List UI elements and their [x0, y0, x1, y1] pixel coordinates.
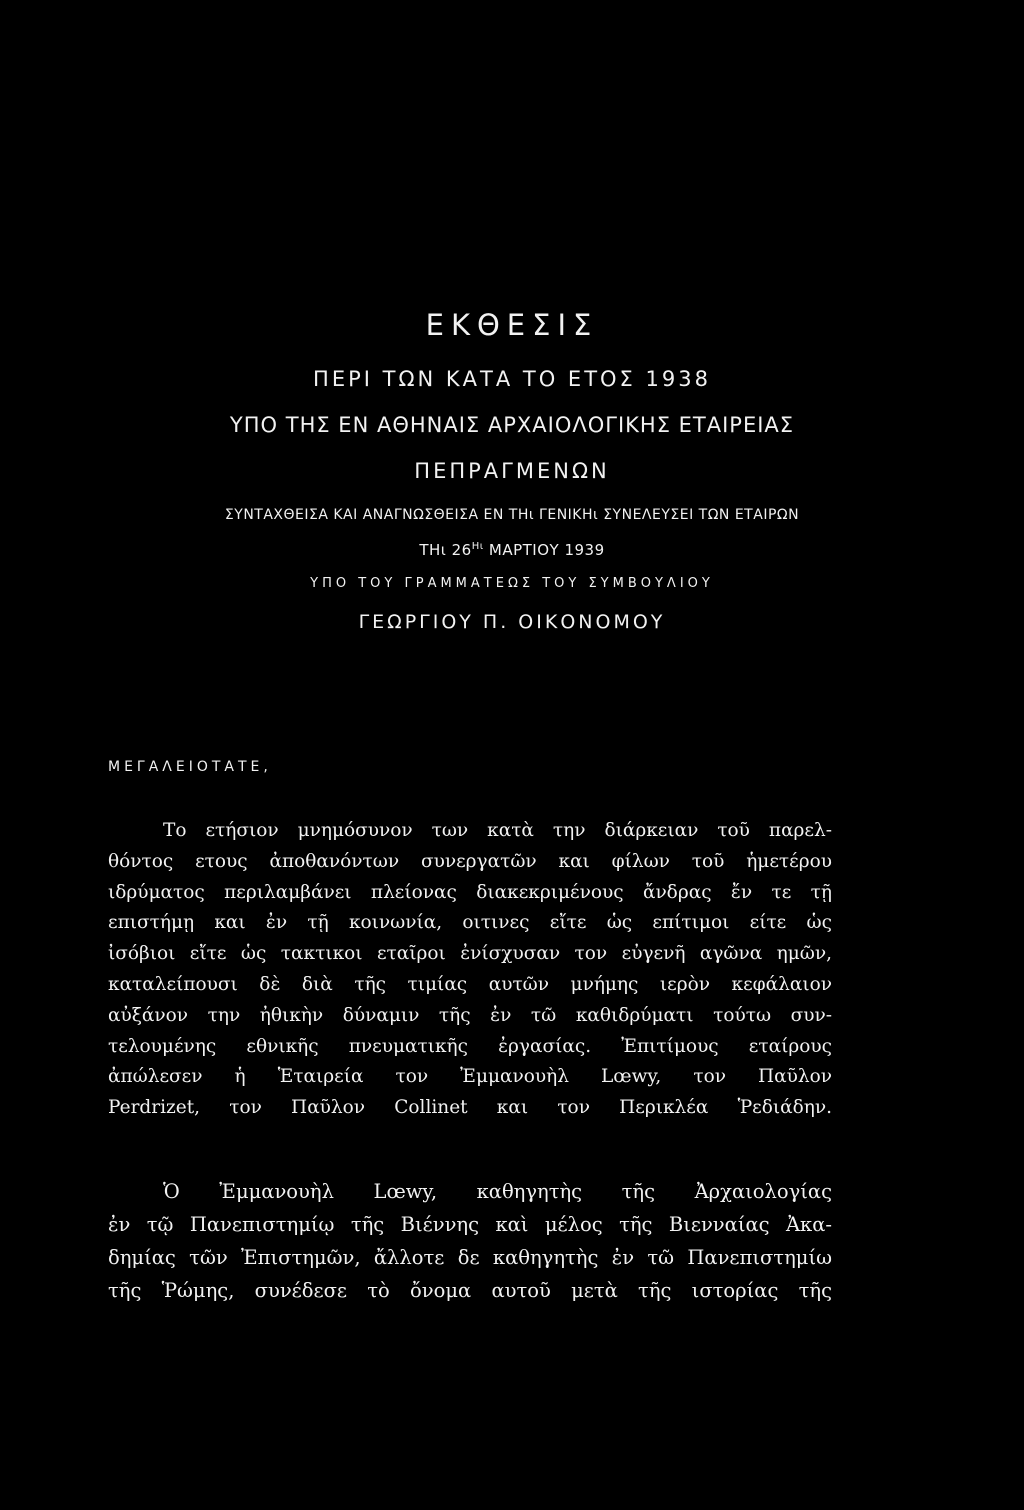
paragraph-line: καταλείπουσι δὲ διὰ τῆς τιμίας αυτῶν μνήμης ιερὸν κεφάλαιον — [108, 973, 832, 995]
subtitle-assembly: ΣΥΝΤΑΧΘΕΙΣΑ ΚΑΙ ΑΝΑΓΝΩΣΘΕΙΣΑ ΕΝ ΤΗι ΓΕΝΙΚΗι ΣΥΝΕΛΕΥΣΕΙ ΤΩΝ ΕΤΑΙΡΩΝ — [224, 507, 800, 523]
paragraph-line: δημίας τῶν Ἐπιστημῶν, ἄλλοτε δε καθηγητὴς ἐν τῶ Πανεπιστημίω — [108, 1246, 832, 1269]
paragraph-2 — [108, 1175, 832, 1307]
subtitle-date — [0, 541, 1024, 559]
report-title: ΕΚΘΕΣΙΣ — [425, 308, 599, 342]
date-suffix: ΜΑΡΤΙΟΥ 1939 — [483, 541, 605, 559]
paragraph-line: Το ετήσιον μνημόσυνον των κατὰ την διάρκειαν τοῦ παρελ- — [163, 820, 832, 841]
paragraph-line: επιστήμῃ και ἐν τῇ κοινωνία, οιτινες εἴτε ὡς επίτιμοι είτε ὡς — [108, 912, 832, 934]
paragraph-line: Perdrizet, τον Παῦλον Collinet και τον Περικλέα Ῥεδιάδην. — [108, 1097, 832, 1119]
author-name: ΓΕΩΡΓΙΟΥ Π. ΟΙΚΟΝΟΜΟΥ — [358, 611, 666, 633]
paragraph-line: ἐν τῷ Πανεπιστημίῳ τῆς Βιέννης καὶ μέλος τῆς Βιενναίας Ἀκα- — [108, 1213, 832, 1236]
subtitle-secretary: ΥΠΟ ΤΟΥ ΓΡΑΜΜΑΤΕΩΣ ΤΟΥ ΣΥΜΒΟΥΛΙΟΥ — [310, 576, 714, 591]
paragraph-line: θόντος ετους ἀποθανόντων συνεργατῶν και φίλων τοῦ ἡμετέρου — [108, 850, 832, 872]
paragraph-line: αὐξάνον την ἠθικὴν δύναμιν τῆς ἐν τῶ καθιδρύματι τούτω συν- — [108, 1004, 832, 1026]
date-prefix: ΤΗι 26 — [419, 541, 472, 559]
paragraph-line: ἀπώλεσεν ἡ Ἑταιρεία τον Ἐμμανουὴλ Lœwy, τον Παῦλον — [108, 1066, 832, 1088]
paragraph-line: ιδρύματος περιλαμβάνει πλείονας διακεκριμένους ἄνδρας ἔν τε τῇ — [108, 881, 832, 903]
subtitle-society: ΥΠΟ ΤΗΣ ΕΝ ΑΘΗΝΑΙΣ ΑΡΧΑΙΟΛΟΓΙΚΗΣ ΕΤΑΙΡΕΙΑΣ — [229, 413, 795, 437]
paragraph-line: τῆς Ῥώμης, συνέδεσε τὸ ὄνομα αυτοῦ μετὰ τῆς ιστορίας τῆς — [108, 1279, 832, 1302]
salutation: ΜΕΓΑΛΕΙΟΤΑΤΕ, — [108, 759, 272, 775]
paragraph-line: ἰσόβιοι εἴτε ὡς τακτικοι εταῖροι ἐνίσχυσαν τον εὐγενῆ αγῶνα ημῶν, — [108, 943, 832, 965]
paragraph-line: Ὁ Ἐμμανουὴλ Lœwy, καθηγητὴς τῆς Ἀρχαιολογίας — [163, 1180, 832, 1203]
date-superscript: Ηι — [471, 541, 484, 552]
paragraph-1 — [108, 816, 832, 1124]
subtitle-proceedings: ΠΕΠΡΑΓΜΕΝΩΝ — [414, 459, 610, 483]
subtitle-year: ΠΕΡΙ ΤΩΝ ΚΑΤΑ ΤΟ ΕΤΟΣ 1938 — [313, 367, 711, 391]
paragraph-line: τελουμένης εθνικῆς πνευματικῆς ἐργασίας. Ἐπιτίμους εταίρους — [108, 1035, 832, 1057]
